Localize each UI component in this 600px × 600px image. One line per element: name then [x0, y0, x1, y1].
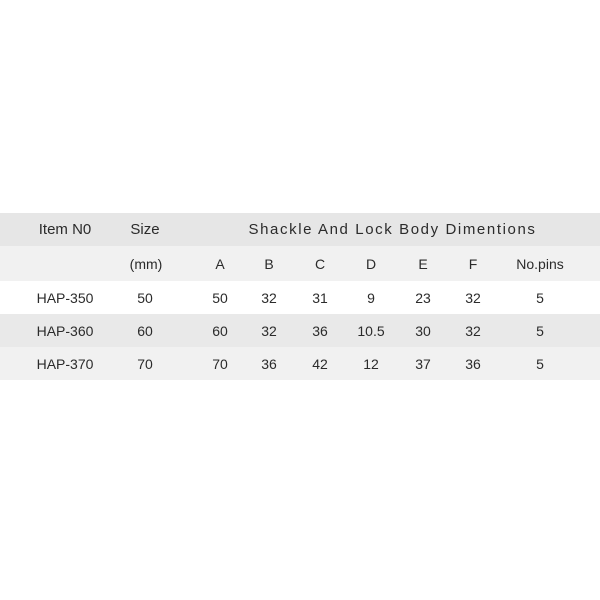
- cell-c: 36: [312, 322, 328, 339]
- cell-f: 36: [465, 355, 481, 372]
- cell-e: 37: [415, 355, 431, 372]
- cell-a: 70: [212, 355, 228, 372]
- cell-d: 9: [367, 289, 375, 306]
- header-col-b: B: [264, 255, 274, 272]
- header-row-secondary: [0, 246, 600, 281]
- header-col-no-pins: No.pins: [516, 255, 564, 272]
- header-col-a: A: [215, 255, 225, 272]
- cell-item-no: HAP-360: [36, 322, 94, 339]
- table-row: [0, 281, 600, 314]
- cell-size: 60: [137, 322, 153, 339]
- header-col-d: D: [365, 255, 377, 272]
- cell-d: 10.5: [357, 322, 385, 339]
- cell-a: 50: [212, 289, 228, 306]
- header-col-e: E: [418, 255, 428, 272]
- spec-table: [0, 213, 600, 380]
- cell-f: 32: [465, 289, 481, 306]
- cell-size: 70: [137, 355, 153, 372]
- header-col-f: F: [468, 255, 478, 272]
- cell-item-no: HAP-370: [36, 355, 94, 372]
- cell-a: 60: [212, 322, 228, 339]
- cell-d: 12: [363, 355, 379, 372]
- cell-c: 31: [312, 289, 328, 306]
- cell-b: 36: [261, 355, 277, 372]
- cell-item-no: HAP-350: [36, 289, 94, 306]
- header-dimensions-group: Shackle And Lock Body Dimentions: [248, 221, 537, 238]
- header-item-no: Item N0: [38, 221, 92, 238]
- cell-b: 32: [261, 289, 277, 306]
- cell-no-pins: 5: [536, 289, 544, 306]
- header-size-unit: (mm): [129, 255, 163, 272]
- cell-f: 32: [465, 322, 481, 339]
- cell-size: 50: [137, 289, 153, 306]
- header-col-c: C: [314, 255, 326, 272]
- header-size: Size: [130, 221, 160, 238]
- cell-e: 23: [415, 289, 431, 306]
- cell-no-pins: 5: [536, 355, 544, 372]
- cell-c: 42: [312, 355, 328, 372]
- header-row-primary: [0, 213, 600, 246]
- cell-no-pins: 5: [536, 322, 544, 339]
- cell-e: 30: [415, 322, 431, 339]
- cell-b: 32: [261, 322, 277, 339]
- table-row: [0, 314, 600, 347]
- table-row: [0, 347, 600, 380]
